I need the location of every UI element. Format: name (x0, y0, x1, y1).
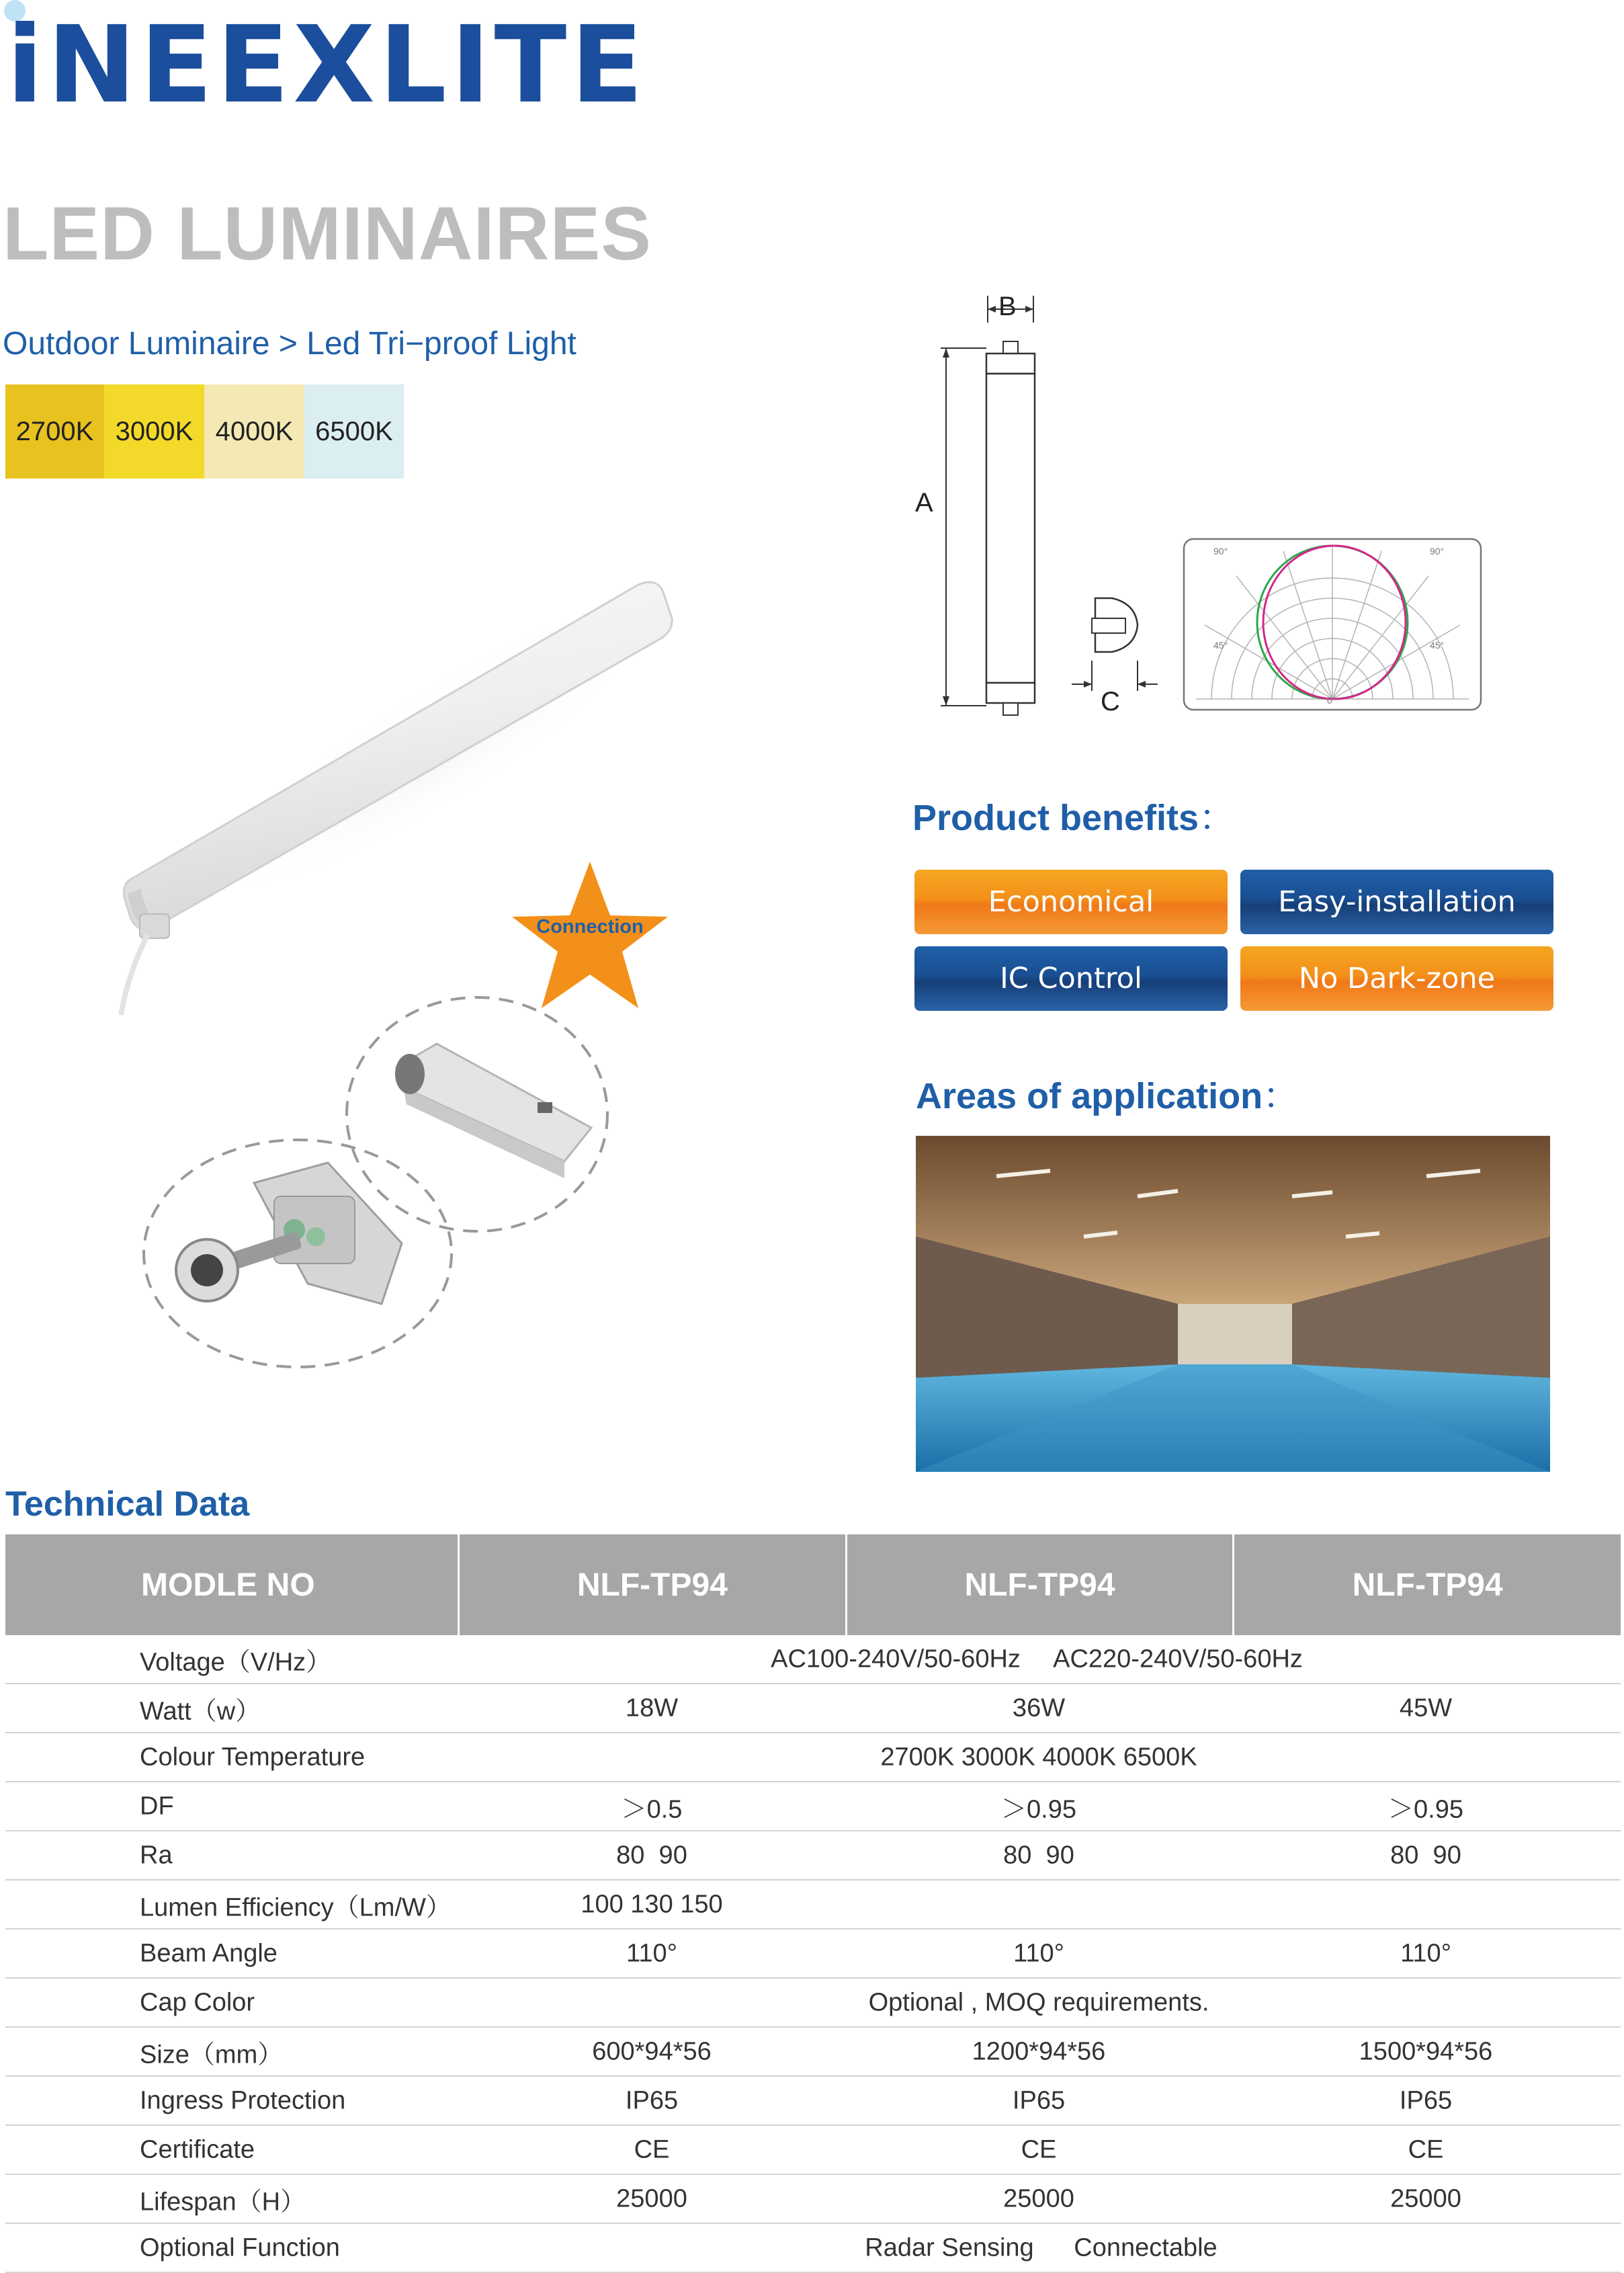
row-label: Beam Angle (140, 1939, 277, 1967)
cell: IP65 (1399, 2086, 1453, 2114)
polar-label-90-right: 90° (1430, 546, 1445, 556)
cell: 18W (625, 1694, 679, 1722)
header-col-3: NLF-TP94 (1232, 1534, 1621, 1635)
table-row (5, 1782, 1621, 1831)
cell: 600*94*56 (592, 2037, 712, 2065)
cell: 2700K 3000K 4000K 6500K (880, 1743, 1197, 1771)
table-row (5, 2175, 1621, 2224)
cell: 80 90 (616, 1841, 687, 1869)
cell: 1500*94*56 (1359, 2037, 1493, 2065)
cct-swatch-4000: 4000K (204, 384, 304, 479)
row-label: Ra (140, 1841, 173, 1869)
optional-value-2: Connectable (1074, 2233, 1217, 2262)
connector-detail-small (140, 1136, 456, 1371)
row-label: Lumen Efficiency（Lm/W） (140, 1893, 452, 1921)
cell: 25000 (1390, 2184, 1461, 2213)
technical-table (5, 1534, 1621, 2273)
benefit-easy-installation: Easy-installation (1240, 870, 1553, 934)
table-row (5, 1635, 1621, 1684)
voltage-value-2: AC220-240V/50-60Hz (1053, 1645, 1303, 1673)
breadcrumb[interactable]: Outdoor Luminaire > Led Tri−proof Light (3, 326, 576, 362)
cell: 80 90 (1003, 1841, 1074, 1869)
polar-distribution-diagram (1183, 538, 1482, 711)
application-title: Areas of application： (916, 1076, 1299, 1116)
cct-swatch-2700: 2700K (5, 384, 104, 479)
row-label: Certificate (140, 2135, 255, 2163)
optional-value-1: Radar Sensing (865, 2233, 1034, 2262)
cell: IP65 (1012, 2086, 1066, 2114)
cell: CE (1021, 2135, 1057, 2163)
application-photo-pool (916, 1136, 1550, 1472)
cell: CE (1408, 2135, 1444, 2163)
table-header (5, 1534, 1621, 1635)
cell: 45W (1399, 1694, 1453, 1722)
table-row (5, 2224, 1621, 2273)
cell: 25000 (616, 2184, 687, 2213)
benefits-title: Product benefits： (912, 798, 1236, 838)
cell: 36W (1012, 1694, 1066, 1722)
cell: CE (634, 2135, 670, 2163)
cell: IP65 (625, 2086, 679, 2114)
brand-logo: iNEEXLITE (7, 3, 648, 127)
polar-label-45-left: 45° (1213, 640, 1228, 651)
row-label: Cap Color (140, 1988, 255, 2016)
benefit-economical: Economical (914, 870, 1228, 934)
dimension-a-label: A (915, 488, 933, 518)
table-row (5, 1979, 1621, 2028)
voltage-value-1: AC100-240V/50-60Hz (771, 1645, 1021, 1673)
header-col-2: NLF-TP94 (845, 1534, 1233, 1635)
page-title: LED LUMINAIRES (3, 192, 652, 276)
row-label: Optional Function (140, 2233, 340, 2262)
row-label: Lifespan（H） (140, 2188, 306, 2216)
cell: 25000 (1003, 2184, 1074, 2213)
cell: 80 90 (1390, 1841, 1461, 1869)
header-col-1: NLF-TP94 (458, 1534, 845, 1635)
cell: 100 130 150 (581, 1890, 723, 1918)
table-row (5, 2028, 1621, 2077)
table-row (5, 1881, 1621, 1930)
polar-label-90-left: 90° (1213, 546, 1228, 556)
row-label: Voltage（V/Hz） (140, 1648, 332, 1676)
cell: 110° (1400, 1939, 1451, 1967)
cell: Optional , MOQ requirements. (868, 1988, 1209, 2016)
row-label: DF (140, 1792, 174, 1820)
table-row (5, 1733, 1621, 1782)
cct-swatch-3000: 3000K (104, 384, 204, 479)
connection-label: Connection (536, 916, 644, 938)
cct-swatch-6500: 6500K (304, 384, 404, 479)
dimension-b-label: B (998, 292, 1017, 321)
dimension-c-label: C (1101, 687, 1120, 716)
row-label: Size（mm） (140, 2040, 284, 2069)
cell: 1200*94*56 (972, 2037, 1106, 2065)
table-row (5, 1831, 1621, 1881)
table-row (5, 2077, 1621, 2126)
table-row (5, 1930, 1621, 1979)
table-row (5, 1684, 1621, 1733)
benefit-no-dark-zone: No Dark-zone (1240, 946, 1553, 1011)
header-model: MODLE NO (141, 1567, 315, 1603)
row-label: Colour Temperature (140, 1743, 366, 1771)
table-row (5, 2126, 1621, 2175)
row-label: Watt（w） (140, 1697, 261, 1725)
polar-label-0: 0° (1327, 695, 1336, 706)
cell: 110° (1013, 1939, 1064, 1967)
cell: 110° (626, 1939, 677, 1967)
row-label: Ingress Protection (140, 2086, 346, 2114)
cell: ＞0.95 (1001, 1795, 1076, 1823)
polar-label-45-right: 45° (1430, 640, 1445, 651)
technical-title: Technical Data (5, 1485, 250, 1524)
cell: ＞0.5 (621, 1795, 683, 1823)
benefit-ic-control: IC Control (914, 946, 1228, 1011)
cell: ＞0.95 (1388, 1795, 1463, 1823)
